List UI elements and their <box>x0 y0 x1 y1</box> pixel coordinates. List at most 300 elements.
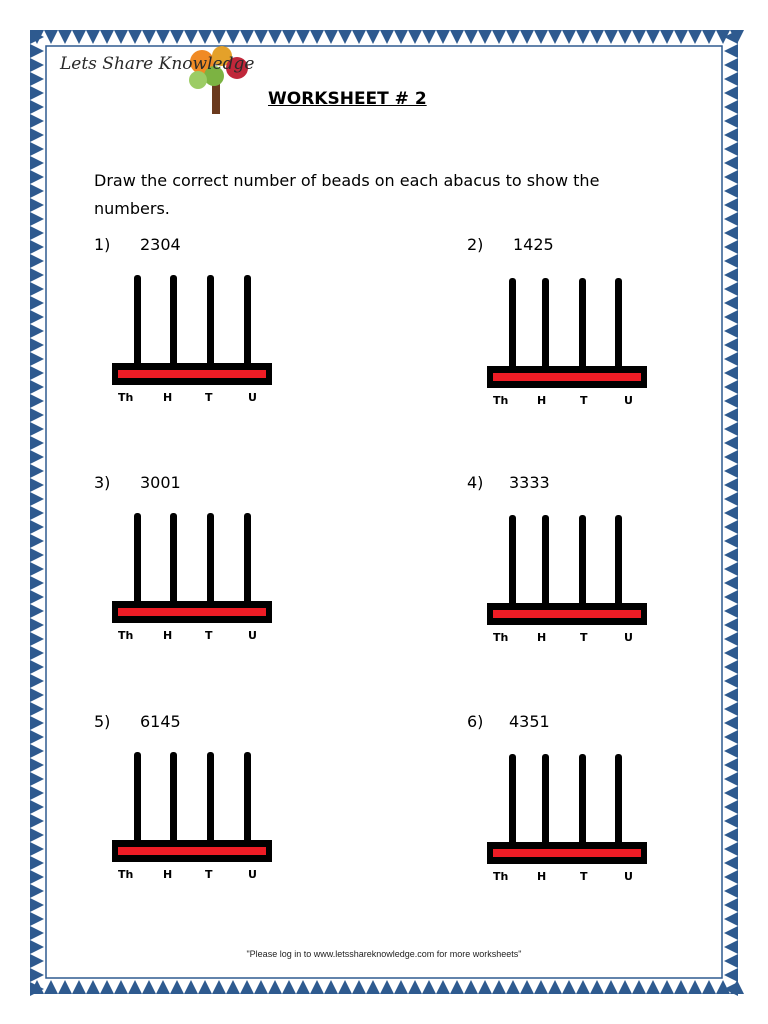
border-triangle <box>724 688 738 702</box>
label-h: H <box>163 629 173 642</box>
border-triangle <box>30 44 44 58</box>
border-triangle <box>724 254 738 268</box>
border-triangle <box>724 562 738 576</box>
logo-text: Lets Share Knowledge <box>60 54 255 74</box>
label-th: Th <box>493 631 509 644</box>
border-triangle <box>724 576 738 590</box>
abacus-base-stripe <box>118 608 266 616</box>
border-triangle <box>30 72 44 86</box>
border-triangle <box>30 646 44 660</box>
label-t: T <box>205 868 213 881</box>
border-triangle <box>724 646 738 660</box>
abacus-rod-thousands[interactable] <box>509 278 516 368</box>
border-triangle <box>724 632 738 646</box>
border-triangle <box>604 980 618 994</box>
border-triangle <box>198 980 212 994</box>
border-triangle <box>724 674 738 688</box>
border-triangle <box>724 240 738 254</box>
instructions: Draw the correct number of beads on each abacus to show the numbers. <box>94 171 600 218</box>
abacus-base <box>112 601 272 623</box>
border-triangle <box>30 912 44 926</box>
border-triangle <box>30 58 44 72</box>
abacus-rod-hundreds[interactable] <box>170 275 177 365</box>
border-triangle <box>562 30 576 44</box>
label-h: H <box>537 631 547 644</box>
abacus-rod-hundreds[interactable] <box>542 754 549 844</box>
abacus-base <box>112 363 272 385</box>
border-triangle <box>30 828 44 842</box>
border-triangle <box>30 114 44 128</box>
border-triangle <box>366 980 380 994</box>
border-triangle <box>724 534 738 548</box>
abacus-base-stripe <box>493 610 641 618</box>
border-triangle <box>464 30 478 44</box>
border-triangle <box>724 408 738 422</box>
border-triangle <box>324 980 338 994</box>
border-triangle <box>30 408 44 422</box>
border-triangle <box>30 926 44 940</box>
border-triangle <box>408 30 422 44</box>
border-triangle <box>44 980 58 994</box>
border-triangle <box>30 268 44 282</box>
border-triangle <box>30 856 44 870</box>
border-triangle <box>310 30 324 44</box>
label-h: H <box>537 870 547 883</box>
border-triangle <box>618 30 632 44</box>
problem-5 <box>94 712 294 892</box>
border-triangle <box>30 534 44 548</box>
border-triangle <box>30 296 44 310</box>
abacus-rod-tens[interactable] <box>207 275 214 365</box>
label-th: Th <box>118 868 134 881</box>
border-triangle <box>660 30 674 44</box>
border-triangle <box>450 980 464 994</box>
border-triangle <box>142 980 156 994</box>
border-triangle <box>724 506 738 520</box>
border-triangle <box>30 716 44 730</box>
border-triangle <box>30 184 44 198</box>
border-triangle <box>30 226 44 240</box>
border-triangle <box>30 548 44 562</box>
border-triangle <box>724 184 738 198</box>
border-triangle <box>30 968 44 982</box>
border-triangle <box>394 980 408 994</box>
border-triangle <box>674 980 688 994</box>
border-triangle <box>30 786 44 800</box>
abacus-rod-thousands[interactable] <box>134 275 141 365</box>
border-triangle <box>352 980 366 994</box>
border-triangle <box>436 980 450 994</box>
border-triangle <box>352 30 366 44</box>
border-triangle <box>724 870 738 884</box>
border-triangle <box>30 142 44 156</box>
border-triangle <box>128 980 142 994</box>
abacus-rod-units[interactable] <box>615 754 622 844</box>
border-triangle <box>30 870 44 884</box>
label-h: H <box>537 394 547 407</box>
abacus-base-stripe <box>118 847 266 855</box>
label-t: T <box>205 629 213 642</box>
place-labels <box>487 394 657 410</box>
problem-number: 1) <box>94 235 111 254</box>
border-triangle <box>72 980 86 994</box>
problem-value: 4351 <box>509 712 550 731</box>
border-triangle <box>716 980 730 994</box>
border-triangle <box>422 30 436 44</box>
border-triangle <box>724 58 738 72</box>
abacus-base-stripe <box>493 373 641 381</box>
border-triangle <box>30 100 44 114</box>
abacus-rod-hundreds[interactable] <box>542 278 549 368</box>
border-triangle <box>30 492 44 506</box>
border-triangle <box>30 772 44 786</box>
abacus[interactable] <box>112 752 274 881</box>
border-triangle <box>576 980 590 994</box>
border-triangle <box>30 240 44 254</box>
border-triangle <box>724 618 738 632</box>
border-triangle <box>724 100 738 114</box>
border-triangle <box>724 520 738 534</box>
border-triangle <box>30 562 44 576</box>
problem-number: 6) <box>467 712 484 731</box>
border-triangle <box>492 980 506 994</box>
label-t: T <box>580 394 588 407</box>
abacus-base <box>487 366 647 388</box>
border-triangle <box>548 30 562 44</box>
problem-3 <box>94 473 294 653</box>
border-triangle <box>724 282 738 296</box>
border-triangle <box>254 980 268 994</box>
border-triangle <box>724 44 738 58</box>
border-triangle <box>30 352 44 366</box>
border-triangle <box>724 730 738 744</box>
border-triangle <box>296 30 310 44</box>
border-triangle <box>674 30 688 44</box>
border-triangle <box>226 980 240 994</box>
abacus-base-stripe <box>118 370 266 378</box>
border-triangle <box>30 758 44 772</box>
place-labels <box>112 391 282 407</box>
border-triangle <box>30 576 44 590</box>
problem-4 <box>467 473 667 653</box>
problem-number: 4) <box>467 473 484 492</box>
border-triangle <box>30 632 44 646</box>
border-triangle <box>724 114 738 128</box>
border-triangle <box>724 310 738 324</box>
abacus-rod-thousands[interactable] <box>134 752 141 842</box>
label-t: T <box>580 631 588 644</box>
border-triangle <box>30 730 44 744</box>
border-triangle <box>724 296 738 310</box>
border-triangle <box>30 156 44 170</box>
abacus-rod-tens[interactable] <box>207 513 214 603</box>
abacus-rod-tens[interactable] <box>579 754 586 844</box>
border-triangle <box>724 744 738 758</box>
border-triangle <box>724 72 738 86</box>
border-triangle <box>724 86 738 100</box>
border-triangle <box>30 590 44 604</box>
abacus-rod-hundreds[interactable] <box>170 752 177 842</box>
border-triangle <box>688 980 702 994</box>
problem-6 <box>467 712 667 892</box>
label-u: U <box>248 391 257 404</box>
label-th: Th <box>118 391 134 404</box>
border-triangle <box>506 30 520 44</box>
border-triangle <box>394 30 408 44</box>
border-triangle <box>534 980 548 994</box>
border-triangle <box>30 674 44 688</box>
border-triangle <box>724 212 738 226</box>
border-triangle <box>604 30 618 44</box>
border-triangle <box>30 660 44 674</box>
abacus-rod-tens[interactable] <box>207 752 214 842</box>
border-triangle <box>30 212 44 226</box>
border-triangle <box>212 980 226 994</box>
border-triangle <box>268 30 282 44</box>
border-triangle <box>724 912 738 926</box>
border-triangle <box>30 128 44 142</box>
border-triangle <box>724 702 738 716</box>
border-triangle <box>534 30 548 44</box>
border-triangle <box>30 310 44 324</box>
border-triangle <box>310 980 324 994</box>
problem-value: 2304 <box>140 235 181 254</box>
abacus-rod-units[interactable] <box>244 752 251 842</box>
border-triangle <box>30 618 44 632</box>
label-u: U <box>624 394 633 407</box>
label-t: T <box>205 391 213 404</box>
border-triangle <box>724 436 738 450</box>
border-triangle <box>450 30 464 44</box>
border-triangle <box>30 842 44 856</box>
worksheet-title: WORKSHEET # 2 <box>268 89 427 109</box>
border-triangle <box>506 980 520 994</box>
border-triangle <box>724 786 738 800</box>
border-triangle <box>100 980 114 994</box>
border-triangle <box>632 30 646 44</box>
border-triangle <box>724 716 738 730</box>
problem-number: 3) <box>94 473 111 492</box>
label-t: T <box>580 870 588 883</box>
border-triangle <box>724 772 738 786</box>
border-triangle <box>30 800 44 814</box>
border-triangle <box>282 30 296 44</box>
border-triangle <box>548 980 562 994</box>
border-triangle <box>632 980 646 994</box>
border-triangle <box>30 394 44 408</box>
border-triangle <box>30 702 44 716</box>
border-triangle <box>30 282 44 296</box>
abacus[interactable] <box>112 275 274 404</box>
place-labels <box>487 870 657 886</box>
border-triangle <box>30 338 44 352</box>
border-triangle <box>590 30 604 44</box>
problem-number: 5) <box>94 712 111 731</box>
border-triangle <box>30 380 44 394</box>
border-triangle <box>156 980 170 994</box>
label-u: U <box>248 629 257 642</box>
border-triangle <box>478 30 492 44</box>
border-triangle <box>30 254 44 268</box>
border-triangle <box>724 156 738 170</box>
border-triangle <box>618 980 632 994</box>
border-triangle <box>30 478 44 492</box>
border-triangle <box>724 758 738 772</box>
border-triangle <box>724 394 738 408</box>
abacus-rod-units[interactable] <box>244 513 251 603</box>
border-triangle <box>282 980 296 994</box>
border-triangle <box>724 268 738 282</box>
border-triangle <box>170 980 184 994</box>
problem-2 <box>467 235 667 415</box>
border-triangle <box>724 604 738 618</box>
abacus-rod-thousands[interactable] <box>509 515 516 605</box>
border-triangle <box>30 506 44 520</box>
place-labels <box>112 629 282 645</box>
border-triangle <box>688 30 702 44</box>
border-triangle <box>702 980 716 994</box>
border-triangle <box>724 226 738 240</box>
border-triangle <box>724 142 738 156</box>
border-triangle <box>86 980 100 994</box>
border-triangle <box>30 464 44 478</box>
border-triangle <box>380 980 394 994</box>
border-triangle <box>338 30 352 44</box>
problem-number: 2) <box>467 235 484 254</box>
border-triangle <box>30 450 44 464</box>
border-triangle <box>30 198 44 212</box>
abacus[interactable] <box>112 513 274 642</box>
footer-note: "Please log in to www.letsshareknowledge.com for more worksheets" <box>246 949 522 959</box>
border-triangle <box>422 980 436 994</box>
border-triangle <box>576 30 590 44</box>
border-triangle <box>724 898 738 912</box>
border-triangle <box>30 436 44 450</box>
border-triangle <box>724 450 738 464</box>
border-triangle <box>702 30 716 44</box>
border-triangle <box>590 980 604 994</box>
border-triangle <box>30 688 44 702</box>
abacus-rod-thousands[interactable] <box>509 754 516 844</box>
border-triangle <box>30 604 44 618</box>
abacus-rod-units[interactable] <box>244 275 251 365</box>
border-triangle <box>724 590 738 604</box>
label-u: U <box>624 870 633 883</box>
border-triangle <box>520 30 534 44</box>
border-triangle <box>58 980 72 994</box>
abacus-rod-tens[interactable] <box>579 515 586 605</box>
border-triangle <box>366 30 380 44</box>
border-triangle <box>30 744 44 758</box>
border-triangle <box>464 980 478 994</box>
border-triangle <box>724 170 738 184</box>
border-triangle <box>660 980 674 994</box>
border-triangle <box>724 324 738 338</box>
abacus-rod-tens[interactable] <box>579 278 586 368</box>
border-triangle <box>724 660 738 674</box>
border-triangle <box>478 980 492 994</box>
label-u: U <box>624 631 633 644</box>
border-triangle <box>324 30 338 44</box>
problem-value: 6145 <box>140 712 181 731</box>
abacus-base-stripe <box>493 849 641 857</box>
label-th: Th <box>493 394 509 407</box>
border-triangle <box>30 898 44 912</box>
abacus-rod-units[interactable] <box>615 515 622 605</box>
border-triangle <box>114 980 128 994</box>
border-triangle <box>724 338 738 352</box>
border-triangle <box>30 422 44 436</box>
label-th: Th <box>118 629 134 642</box>
abacus[interactable] <box>487 515 649 644</box>
abacus-base <box>487 842 647 864</box>
border-triangle <box>268 980 282 994</box>
abacus[interactable] <box>487 278 649 407</box>
border-triangle <box>724 352 738 366</box>
abacus[interactable] <box>487 754 649 883</box>
place-labels <box>112 868 282 884</box>
border-triangle <box>646 980 660 994</box>
border-triangle <box>296 980 310 994</box>
border-triangle <box>724 548 738 562</box>
abacus-rod-hundreds[interactable] <box>170 513 177 603</box>
problem-1 <box>94 235 294 415</box>
border-triangle <box>724 380 738 394</box>
border-triangle <box>30 884 44 898</box>
border-triangle <box>724 198 738 212</box>
border-triangle <box>724 478 738 492</box>
border-triangle <box>724 366 738 380</box>
abacus-rod-hundreds[interactable] <box>542 515 549 605</box>
border-triangle <box>724 800 738 814</box>
abacus-rod-thousands[interactable] <box>134 513 141 603</box>
border-triangle <box>30 86 44 100</box>
logo <box>52 42 262 132</box>
border-triangle <box>184 980 198 994</box>
border-triangle <box>408 980 422 994</box>
label-h: H <box>163 391 173 404</box>
label-h: H <box>163 868 173 881</box>
label-u: U <box>248 868 257 881</box>
border-triangle <box>646 30 660 44</box>
abacus-base <box>487 603 647 625</box>
border-triangle <box>724 926 738 940</box>
border-triangle <box>338 980 352 994</box>
border-triangle <box>240 980 254 994</box>
border-triangle <box>724 884 738 898</box>
border-triangle <box>724 422 738 436</box>
border-triangle <box>436 30 450 44</box>
border-triangle <box>724 128 738 142</box>
problem-value: 3333 <box>509 473 550 492</box>
border-triangle <box>724 814 738 828</box>
border-triangle <box>724 464 738 478</box>
abacus-rod-units[interactable] <box>615 278 622 368</box>
problem-value: 1425 <box>513 235 554 254</box>
border-triangle <box>520 980 534 994</box>
border-triangle <box>30 520 44 534</box>
border-triangle <box>724 828 738 842</box>
border-triangle <box>30 170 44 184</box>
border-triangle <box>492 30 506 44</box>
border-triangle <box>724 968 738 982</box>
border-triangle <box>30 814 44 828</box>
label-th: Th <box>493 870 509 883</box>
border-triangle <box>380 30 394 44</box>
problem-value: 3001 <box>140 473 181 492</box>
border-triangle <box>724 492 738 506</box>
border-triangle <box>724 842 738 856</box>
